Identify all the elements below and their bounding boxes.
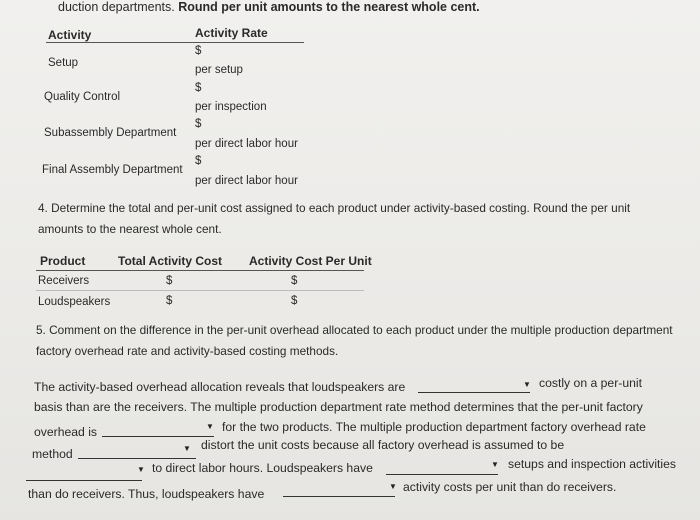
answer-text-6: method <box>32 447 73 461</box>
product-loudspeakers: Loudspeakers <box>38 296 111 308</box>
unit-per-setup: per setup <box>195 64 243 76</box>
intro-prefix: duction departments. <box>58 0 175 14</box>
row-divider <box>36 290 364 291</box>
answer-text-7: distort the unit costs because all factory overhead is assumed to be <box>201 438 565 452</box>
dollar-sign: $ <box>166 275 173 287</box>
chevron-down-icon[interactable]: ▼ <box>523 380 531 389</box>
chevron-down-icon[interactable]: ▼ <box>389 482 397 491</box>
dropdown-proportional[interactable] <box>26 468 142 481</box>
question-4-text: 4. Determine the total and per-unit cost assigned to each product under activity-based costing. Round the per unit amounts to the nearest whole cent. <box>38 201 631 236</box>
answer-text-10: than do receivers. Thus, loudspeakers have <box>28 487 265 501</box>
dollar-sign: $ <box>166 295 173 307</box>
unit-per-inspection: per inspection <box>195 101 267 113</box>
answer-text-3: basis than are the receivers. The multiple production department rate method determines that the per-unit factory <box>34 400 643 414</box>
dollar-sign: $ <box>291 295 298 307</box>
col-header-activity-cost-per-unit: Activity Cost Per Unit <box>249 254 372 268</box>
dollar-sign: $ <box>195 118 202 130</box>
activity-final-assembly: Final Assembly Department <box>42 164 183 176</box>
dropdown-more-fewer-setups[interactable] <box>386 462 498 475</box>
chevron-down-icon[interactable]: ▼ <box>137 465 145 474</box>
dropdown-higher-lower[interactable] <box>283 484 395 497</box>
col-header-activity: Activity <box>48 28 92 42</box>
col-header-total-activity-cost: Total Activity Cost <box>118 254 223 268</box>
header-rule <box>46 42 304 43</box>
dropdown-more-less-costly[interactable] <box>418 380 530 393</box>
intro-bold: Round per unit amounts to the nearest whole cent. <box>178 0 480 14</box>
unit-per-dlh-1: per direct labor hour <box>195 138 298 150</box>
intro-line <box>58 0 480 14</box>
dropdown-overhead-same-different[interactable] <box>102 424 214 437</box>
answer-text-2: costly on a per-unit <box>539 376 642 390</box>
answer-text-1: The activity-based overhead allocation reveals that loudspeakers are <box>34 380 406 394</box>
dollar-sign: $ <box>291 275 298 287</box>
activity-quality-control: Quality Control <box>44 91 121 103</box>
dollar-sign: $ <box>195 82 202 94</box>
dropdown-does-does-not[interactable] <box>78 446 196 459</box>
header-rule <box>36 270 364 271</box>
answer-text-5: for the two products. The multiple production department factory overhead rate <box>222 420 646 434</box>
col-header-activity-rate: Activity Rate <box>195 26 268 40</box>
chevron-down-icon[interactable]: ▼ <box>206 422 214 431</box>
unit-per-dlh-2: per direct labor hour <box>195 175 298 187</box>
activity-setup: Setup <box>48 57 79 69</box>
dollar-sign: $ <box>195 155 202 167</box>
chevron-down-icon[interactable]: ▼ <box>491 460 499 469</box>
activity-subassembly: Subassembly Department <box>44 127 177 139</box>
col-header-product: Product <box>40 254 86 268</box>
answer-text-11: activity costs per unit than do receivers. <box>403 480 617 494</box>
answer-text-8: to direct labor hours. Loudspeakers have <box>152 461 373 475</box>
dollar-sign: $ <box>195 45 202 57</box>
product-receivers: Receivers <box>38 275 90 287</box>
answer-text-4: overhead is <box>34 425 98 439</box>
chevron-down-icon[interactable]: ▼ <box>183 444 191 453</box>
answer-text-9: setups and inspection activities <box>508 457 677 471</box>
question-5-text: 5. Comment on the difference in the per-unit overhead allocated to each product under the multiple production department factory overhead rate and activity-based costing methods. <box>36 323 673 358</box>
